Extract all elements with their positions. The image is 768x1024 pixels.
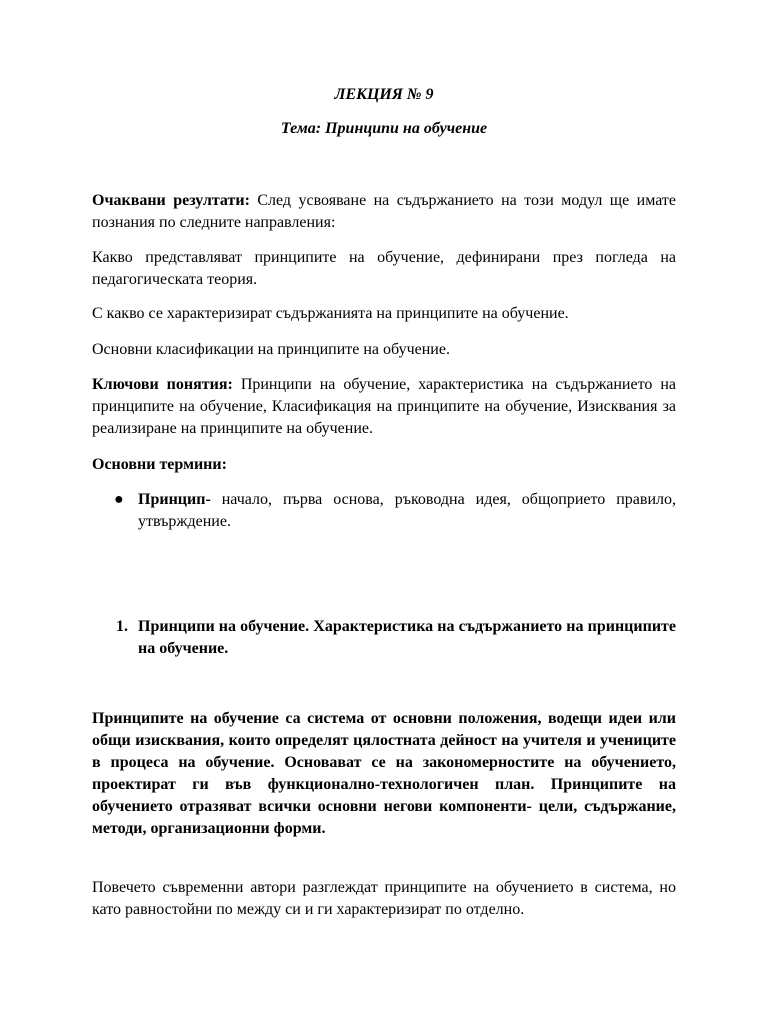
section-heading-list (92, 616, 676, 660)
term-definition: начало, първа основа, ръководна идея, общоприето правило, утвърждение. (138, 491, 676, 530)
basic-terms-list (92, 489, 676, 533)
section-1-heading (92, 616, 676, 660)
bullet-icon: ● (114, 491, 124, 508)
lecture-title: ЛЕКЦИЯ № 9 (334, 86, 434, 103)
section-1-title: Принципи на обучение. Характеристика на съдържанието на принципите на обучение. (138, 618, 676, 657)
lecture-topic: Тема: Принципи на обучение (280, 120, 488, 137)
term-name: Принцип- (138, 491, 211, 508)
key-concepts-paragraph (92, 374, 676, 440)
outcome-2: С какво се характеризират съдържанията на принципите на обучение. (92, 305, 569, 322)
expected-results-label: Очаквани резултати: (92, 192, 250, 209)
closing-paragraph: Повечето съвременни автори разглеждат принципите на обучението в система, но като равностойни по между си и ги характеризират по отделно. (92, 879, 676, 918)
definition-paragraph: Принципите на обучение са система от основни положения, водещи идеи или общи изисквания, които определят цялостната дейност на учителя и учениците в процеса на обучение. Основават се на закономерностите на обучението, проектират ги във функционално-технологичен план. Принципите на обучението отразяват всички основни негови компоненти- цели, съдържание, методи, организационни форми. (92, 710, 676, 837)
list-item (92, 489, 676, 533)
key-concepts-label: Ключови понятия: (92, 376, 233, 393)
basic-terms-heading: Основни термини: (92, 456, 227, 473)
outcome-1: Какво представляват принципите на обучение, дефинирани през погледа на педагогическата теория. (92, 249, 676, 288)
section-1-number: 1. (116, 618, 128, 635)
key-concepts-text: Принципи на обучение, характеристика на съдържанието на принципите на обучение, Класификация на принципите на обучение, Изисквания за реализиране на принципите на обучение. (92, 376, 676, 437)
outcome-3: Основни класификации на принципите на обучение. (92, 341, 450, 358)
expected-results-paragraph (92, 190, 676, 234)
expected-results-text: След усвояване на съдържанието на този модул ще имате познания по следните направления: (92, 192, 676, 231)
